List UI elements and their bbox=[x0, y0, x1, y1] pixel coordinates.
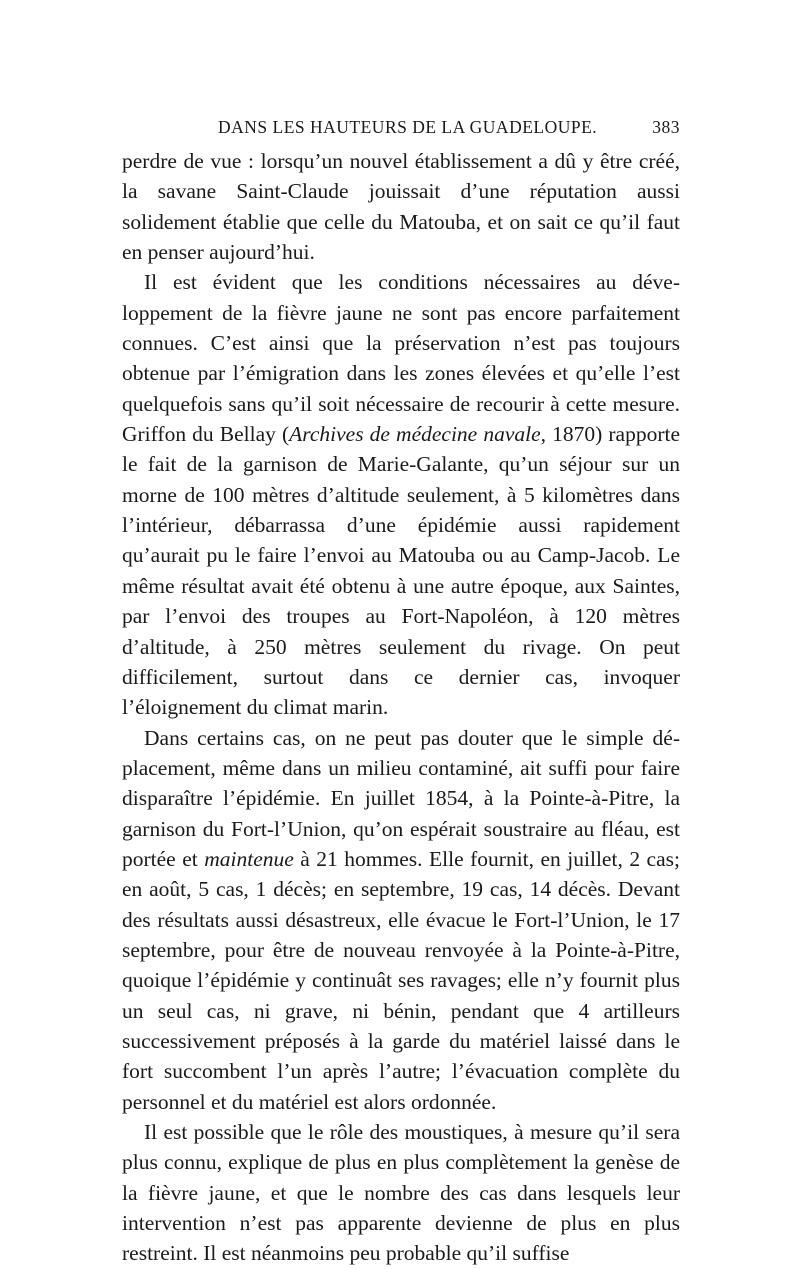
running-title: DANS LES HAUTEURS DE LA GUADELOUPE. bbox=[218, 117, 598, 137]
journal-title-italic: Archives de médecine navale bbox=[289, 422, 541, 447]
paragraph-displacement bbox=[122, 723, 680, 1117]
paragraph-yellow-fever-conditions bbox=[122, 267, 680, 722]
paragraph-text-before: Il est évident que les conditions nécessaires au développement de la fièvre jaune ne sont pas encore parfaitement connues. C’est ainsi que la préservation n’est pas toujours obtenue par l’émigration dans les zones élevées et qu’elle l’est quelquefois sans qu’il soit nécessaire de recourir à cette mesure. Griffon du Bellay ( bbox=[122, 270, 680, 447]
paragraph-mosquitoes bbox=[122, 1117, 680, 1269]
paragraph-text-after: , 1870) rapporte le fait de la garnison de Marie-Galante, qu’un séjour sur un morne de 100 mètres d’altitude seulement, à 5 kilomètres dans l’intérieur, débarrassa d’une épidémie aussi rapidement qu’aurait pu le faire l’envoi au Matouba ou au Camp-Jacob. Le même résultat avait été obtenu à une autre époque, aux Saintes, par l’envoi des troupes au Fort-Napoléon, à 120 mètres d’altitude, à 250 mètres seulement du rivage. On peut difficilement, surtout dans ce dernier cas, invoquer l’éloignement du climat marin. bbox=[122, 422, 680, 720]
paragraph-text-before: Dans certains cas, on ne peut pas douter que le simple déplacement, même dans un milieu contaminé, ait suffi pour faire disparaître l’épidémie. En juillet 1854, à la Pointe-à-Pitre, la garnison du Fort-l’Union, qu’on espérait soustraire au fléau, est portée et bbox=[122, 725, 680, 871]
paragraph-text-after: à 21 hommes. Elle fournit, en juillet, 2 cas; en août, 5 cas, 1 décès; en septembre, 19 cas, 14 décès. Devant des résultats aussi désastreux, elle évacue le Fort-l’Union, le 17 septembre, pour être de nouveau renvoyée à la Pointe-à-Pitre, quoique l’épidémie y continuât ses ravages; elle n’y fournit plus un seul cas, ni grave, ni bénin, pendant que 4 artilleurs successivement préposés à la garde du matériel laissé dans le fort succombent l’un après l’autre; l’évacuation complète du personnel et du matériel est alors ordonnée. bbox=[122, 846, 680, 1114]
emphasis-italic: maintenue bbox=[204, 846, 294, 871]
paragraph-text: perdre de vue : lorsqu’un nouvel établissement a dû y être créé, la savane Saint-Claude jouissait d’une réputation aussi solidement établie que celle du Matouba, et on sait ce qu’il faut en penser aujourd’hui. bbox=[122, 149, 680, 265]
running-header bbox=[122, 117, 680, 143]
paragraph-continued bbox=[122, 146, 680, 267]
body-text bbox=[122, 146, 680, 1269]
page-number: 383 bbox=[652, 117, 680, 137]
paragraph-text: Il est possible que le rôle des moustiques, à mesure qu’il sera plus connu, explique de plus en plus complètement la genèse de la fièvre jaune, et que le nombre des cas dans lesquels leur intervention n’est pas apparente devienne de plus en plus restreint. Il est néanmoins peu probable qu’il suffise bbox=[122, 1120, 680, 1266]
